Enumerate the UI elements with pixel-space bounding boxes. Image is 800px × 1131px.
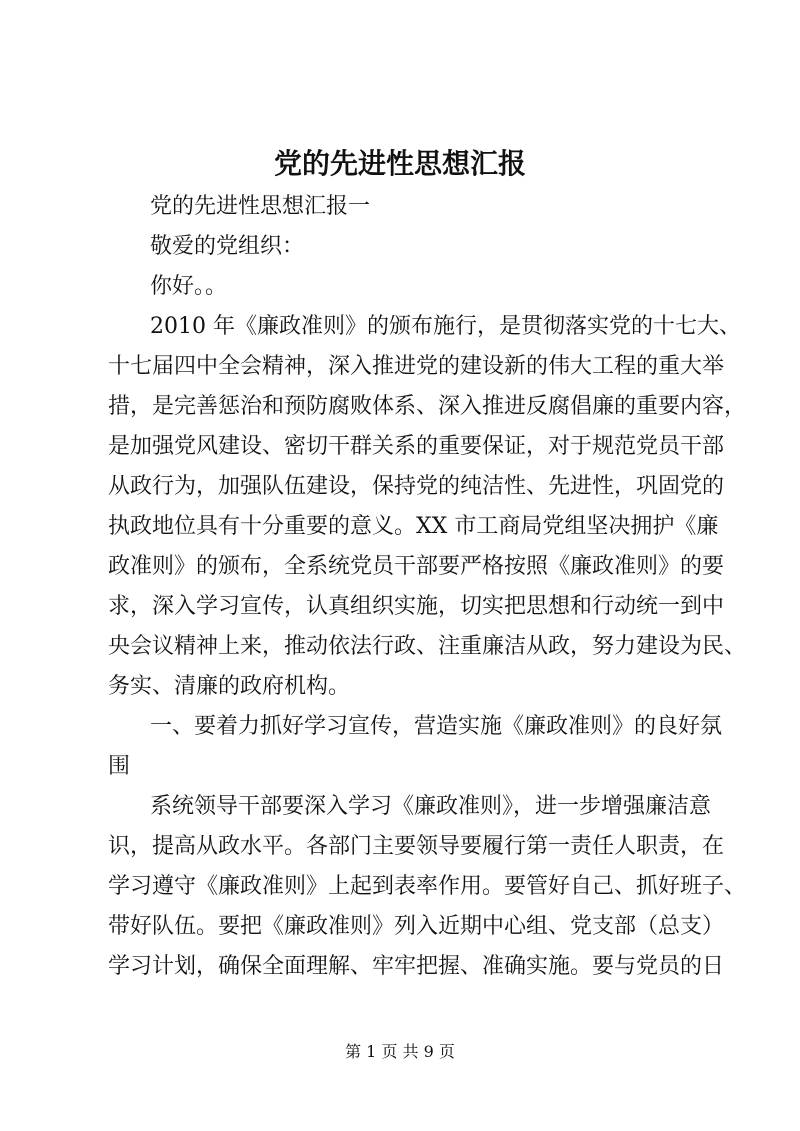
text-line-4: 2010 年《廉政准则》的颁布施行，是贯彻落实党的十七大、 [150,314,741,339]
text-line-16: 系统领导干部要深入学习《廉政准则》，进一步增强廉洁意 [150,794,712,819]
text-line-3: 你好。。 [150,274,228,299]
document-title: 党的先进性思想汇报 [273,147,526,180]
text-line-6: 措，是完善惩治和预防腐败体系、深入推进反腐倡廉的重要内容， [108,394,747,419]
text-line-18: 学习遵守《廉政准则》上起到表率作用。要管好自己、抓好班子、 [108,874,747,899]
text-line-13: 务实、清廉的政府机构。 [108,674,351,699]
text-line-5: 十七届四中全会精神，深入推进党的建设新的伟大工程的重大举 [108,354,725,379]
page-footer: 第 1 页 共 9 页 [345,1042,455,1061]
text-line-1: 党的先进性思想汇报一 [150,194,371,219]
text-line-15: 围 [108,754,131,779]
text-line-17: 识，提高从政水平。各部门主要领导要履行第一责任人职责，在 [108,834,725,859]
text-line-2: 敬爱的党组织： [150,234,305,259]
text-line-14: 一、要着力抓好学习宣传，营造实施《廉政准则》的良好氛 [150,714,723,739]
text-line-9: 执政地位具有十分重要的意义。XX 市工商局党组坚决拥护《廉 [108,514,719,539]
text-line-19: 带好队伍。要把《廉政准则》列入近期中心组、党支部（总支） [108,914,725,939]
text-line-20: 学习计划，确保全面理解、牢牢把握、准确实施。要与党员的日 [108,954,725,979]
text-line-12: 央会议精神上来，推动依法行政、注重廉洁从政，努力建设为民、 [108,634,747,659]
text-line-10: 政准则》的颁布，全系统党员干部要严格按照《廉政准则》的要 [108,554,725,579]
text-line-8: 从政行为，加强队伍建设，保持党的纯洁性、先进性，巩固党的 [108,474,725,499]
text-line-7: 是加强党风建设、密切干群关系的重要保证，对于规范党员干部 [108,434,725,459]
text-line-11: 求，深入学习宣传，认真组织实施，切实把思想和行动统一到中 [108,594,725,619]
